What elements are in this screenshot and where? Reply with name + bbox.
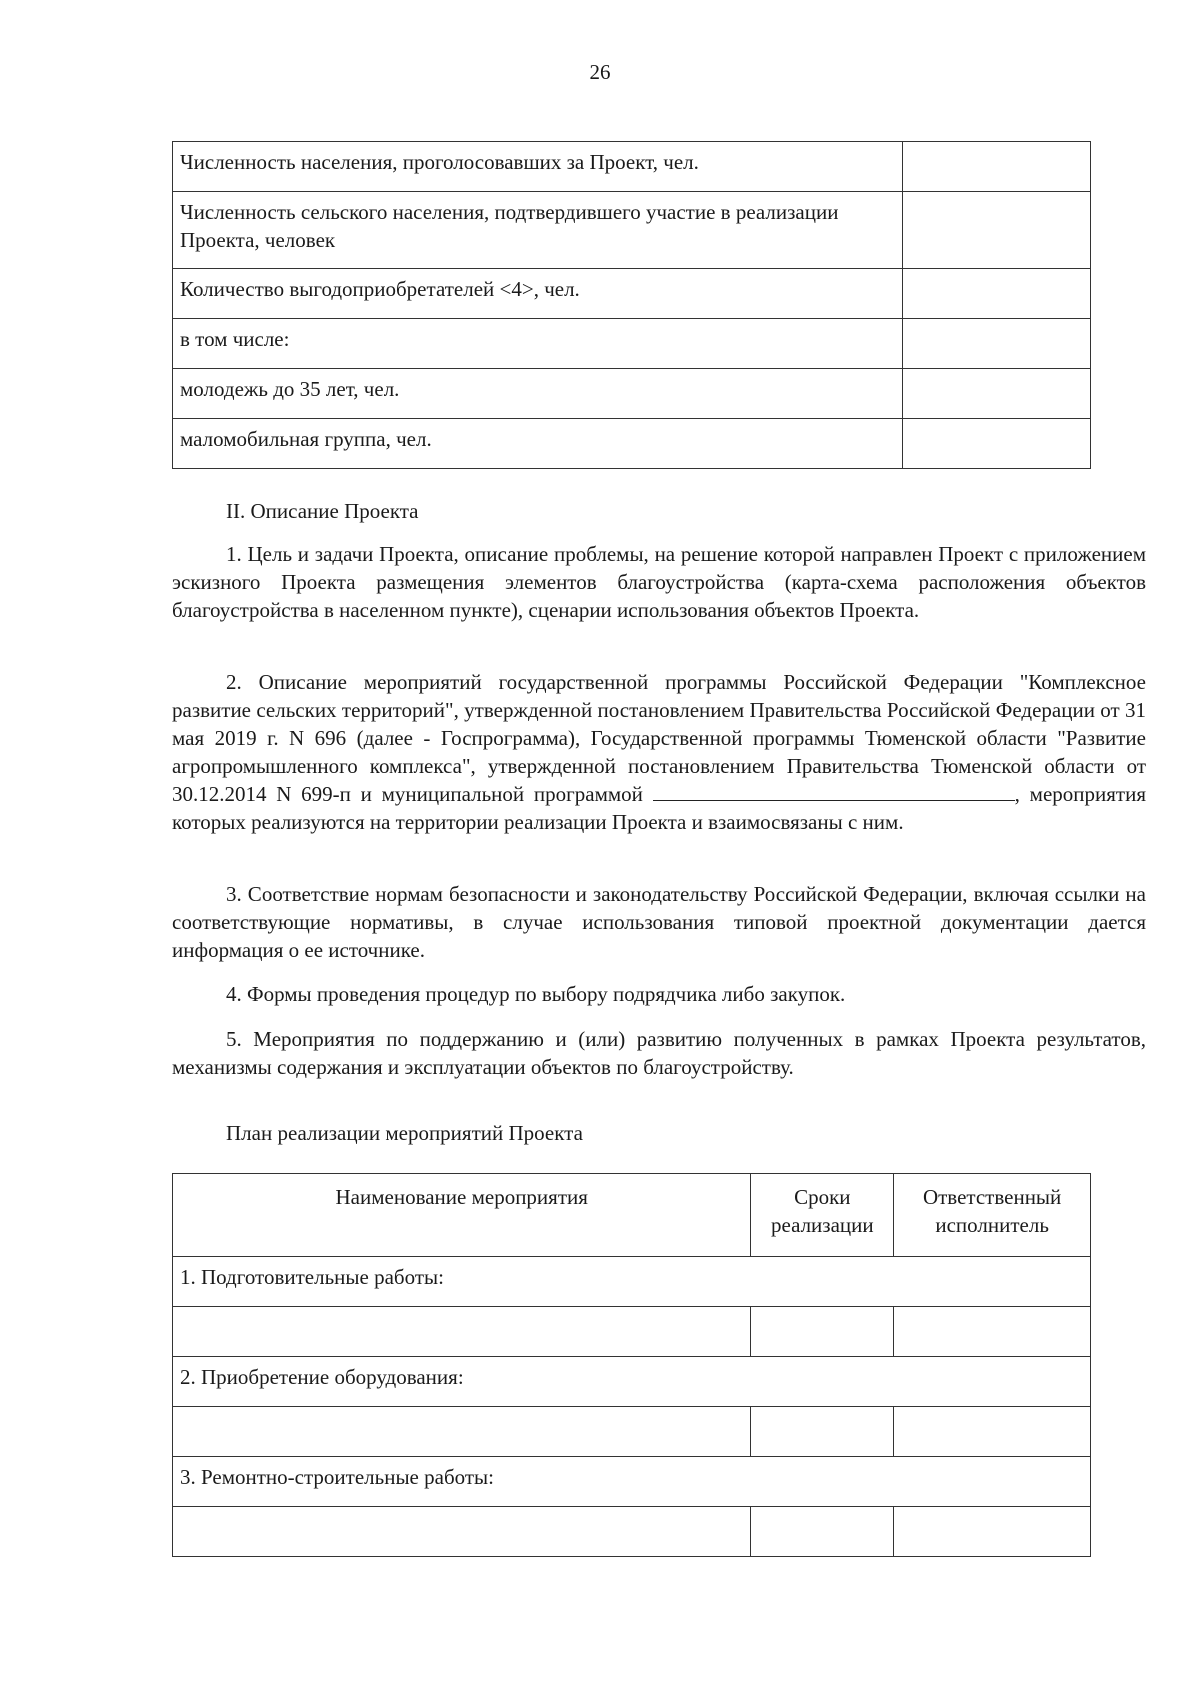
row-label: Количество выгодоприобретателей <4>, чел. <box>173 269 903 319</box>
table-cell <box>751 1507 894 1557</box>
table-row <box>173 192 1091 269</box>
header-name: Наименование мероприятия <box>173 1174 751 1257</box>
paragraph-procurement: 4. Формы проведения процедур по выбору подрядчика либо закупок. <box>226 982 846 1006</box>
table-row <box>173 1357 1091 1407</box>
row-value <box>902 269 1090 319</box>
row-label: молодежь до 35 лет, чел. <box>173 369 903 419</box>
paragraph-text: 2. Описание мероприятий государственной программы Российской Федерации "Комплексное развитие сельских территорий", утвержденной постановлением Правительства Российской Федерации от 31 мая 2019 г. N 696 (далее - Госпрограмма), Государственной программы Тюменской области "Развитие агропромышленного комплекса", утвержденной постановлением Правительства Тюменской области от 30.12.2014 N 699-п и муниципальной программой <box>172 670 1146 806</box>
table-cell <box>173 1307 751 1357</box>
row-value <box>902 369 1090 419</box>
table-row <box>173 1457 1091 1507</box>
plan-section-title: 3. Ремонтно-строительные работы: <box>173 1457 1091 1507</box>
table-row <box>173 269 1091 319</box>
plan-section-title: 2. Приобретение оборудования: <box>173 1357 1091 1407</box>
paragraph-compliance: 3. Соответствие нормам безопасности и законодательству Российской Федерации, включая ссылки на соответствующие нормативы, в случае использования типовой проектной документации дается информация о ее источнике. <box>172 882 1146 962</box>
page-number: 26 <box>589 60 611 84</box>
table-row <box>173 1307 1091 1357</box>
row-label: в том числе: <box>173 319 903 369</box>
table-row <box>173 1407 1091 1457</box>
paragraph-text: , мероприятия которых реализуются на территории реализации Проекта и взаимосвязаны с ним. <box>172 782 1146 834</box>
paragraph-maintenance: 5. Мероприятия по поддержанию и (или) развитию полученных в рамках Проекта результатов, механизмы содержания и эксплуатации объектов по благоустройству. <box>172 1027 1146 1079</box>
table-row <box>173 319 1091 369</box>
row-value <box>902 419 1090 469</box>
table-row <box>173 1507 1091 1557</box>
table-cell <box>751 1307 894 1357</box>
table-cell <box>751 1407 894 1457</box>
table-cell <box>173 1407 751 1457</box>
row-value <box>902 142 1090 192</box>
project-indicators-table <box>172 141 1091 469</box>
plan-table <box>172 1173 1091 1557</box>
plan-title: План реализации мероприятий Проекта <box>226 1121 583 1145</box>
header-dates: Сроки реализации <box>751 1174 894 1257</box>
table-cell <box>173 1507 751 1557</box>
row-label: маломобильная группа, чел. <box>173 419 903 469</box>
plan-section-title: 1. Подготовительные работы: <box>173 1257 1091 1307</box>
header-responsible: Ответственный исполнитель <box>894 1174 1091 1257</box>
row-value <box>902 319 1090 369</box>
table-row <box>173 142 1091 192</box>
paragraph-programs <box>172 668 1146 836</box>
table-cell <box>894 1507 1091 1557</box>
table-row <box>173 419 1091 469</box>
table-row <box>173 1257 1091 1307</box>
table-row <box>173 369 1091 419</box>
row-value <box>902 192 1090 269</box>
row-label: Численность сельского населения, подтвердившего участие в реализации Проекта, человек <box>173 192 903 269</box>
table-cell <box>894 1307 1091 1357</box>
fill-in-blank <box>653 782 1015 801</box>
table-header-row <box>173 1174 1091 1257</box>
section-title: II. Описание Проекта <box>226 499 419 523</box>
paragraph-goal: 1. Цель и задачи Проекта, описание проблемы, на решение которой направлен Проект с приложением эскизного Проекта размещения элементов благоустройства (карта-схема расположения объектов благоустройства в населенном пункте), сценарии использования объектов Проекта. <box>172 542 1146 622</box>
table-cell <box>894 1407 1091 1457</box>
row-label: Численность населения, проголосовавших за Проект, чел. <box>173 142 903 192</box>
